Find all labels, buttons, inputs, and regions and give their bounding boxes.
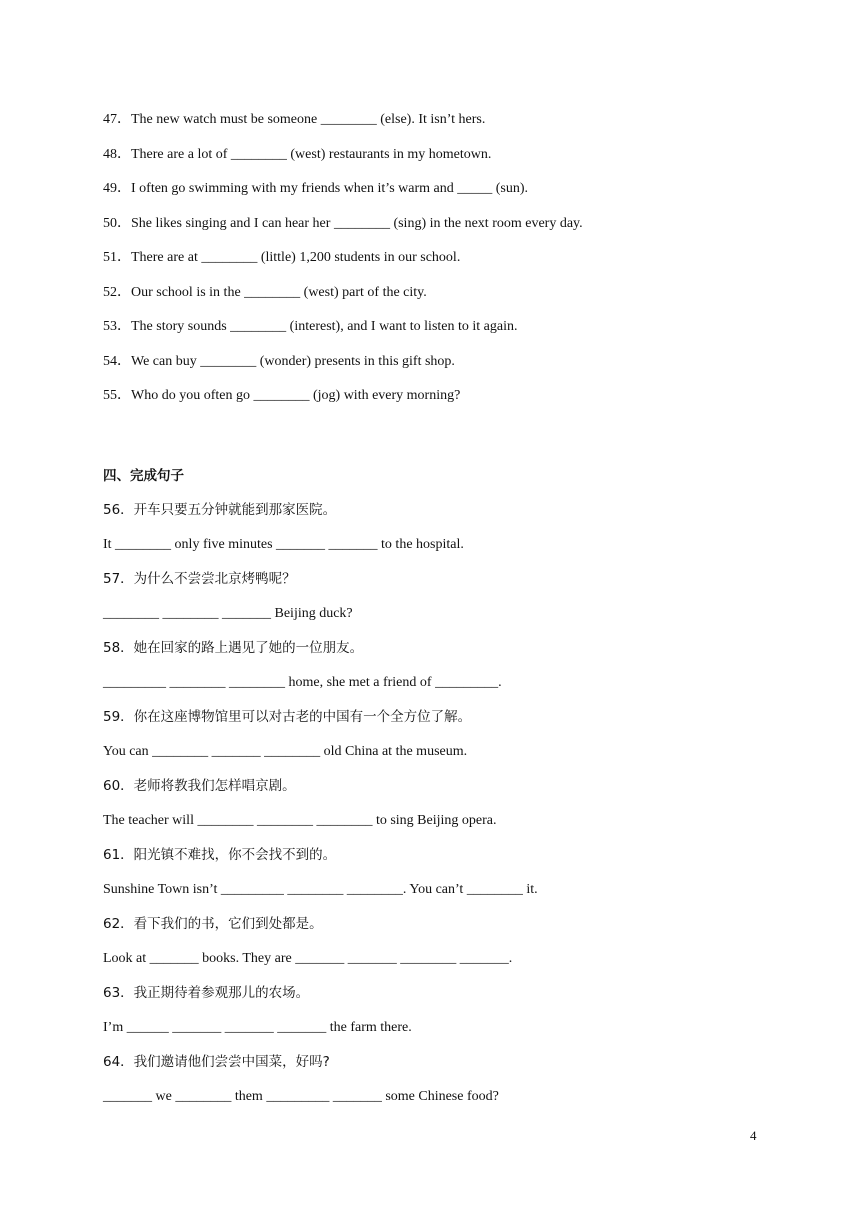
question-56-answer: It ________ only five minutes _______ _______ to the hospital. bbox=[103, 537, 464, 552]
question-63-prompt: 63．我正期待着参观那儿的农场。 bbox=[103, 985, 310, 1001]
question-62-prompt: 62．看下我们的书，它们到处都是。 bbox=[103, 916, 323, 932]
question-58-prompt: 58．她在回家的路上遇见了她的一位朋友。 bbox=[103, 640, 364, 656]
question-61-prompt: 61．阳光镇不难找，你不会找不到的。 bbox=[103, 847, 337, 863]
question-63-answer: I’m ______ _______ _______ _______ the farm there. bbox=[103, 1020, 412, 1035]
question-49: 49．I often go swimming with my friends when it’s warm and _____ (sun). bbox=[103, 181, 529, 196]
question-59-answer: You can ________ _______ ________ old China at the museum. bbox=[103, 744, 468, 759]
question-60-answer: The teacher will ________ ________ ________ to sing Beijing opera. bbox=[103, 813, 497, 828]
question-51: 51．There are at ________ (little) 1,200 students in our school. bbox=[103, 250, 461, 265]
question-55: 55．Who do you often go ________ (jog) with every morning? bbox=[103, 388, 461, 403]
question-64-prompt: 64．我们邀请他们尝尝中国菜，好吗? bbox=[103, 1054, 330, 1070]
question-50: 50．She likes singing and I can hear her ________ (sing) in the next room every day. bbox=[103, 216, 583, 231]
question-54: 54．We can buy ________ (wonder) presents in this gift shop. bbox=[103, 354, 455, 369]
question-47: 47．The new watch must be someone ________ (else). It isn’t hers. bbox=[103, 112, 486, 127]
question-53: 53．The story sounds ________ (interest), and I want to listen to it again. bbox=[103, 319, 518, 334]
question-59-prompt: 59．你在这座博物馆里可以对古老的中国有一个全方位了解。 bbox=[103, 709, 472, 725]
question-58-answer: _________ ________ ________ home, she met a friend of _________. bbox=[103, 675, 502, 690]
question-62-answer: Look at _______ books. They are _______ _______ ________ _______. bbox=[103, 951, 513, 966]
question-60-prompt: 60．老师将教我们怎样唱京剧。 bbox=[103, 778, 296, 794]
question-57-answer: ________ ________ _______ Beijing duck? bbox=[103, 606, 353, 621]
question-48: 48．There are a lot of ________ (west) restaurants in my hometown. bbox=[103, 147, 492, 162]
page-number: 4 bbox=[750, 1128, 757, 1143]
question-52: 52．Our school is in the ________ (west) part of the city. bbox=[103, 285, 427, 300]
question-57-prompt: 57．为什么不尝尝北京烤鸭呢？ bbox=[103, 571, 296, 587]
question-64-answer: _______ we ________ them _________ _______ some Chinese food? bbox=[103, 1089, 499, 1104]
question-61-answer: Sunshine Town isn’t _________ ________ ________. You can’t ________ it. bbox=[103, 882, 538, 897]
question-56-prompt: 56．开车只要五分钟就能到那家医院。 bbox=[103, 502, 337, 518]
section-heading: 四、完成句子 bbox=[103, 468, 184, 484]
